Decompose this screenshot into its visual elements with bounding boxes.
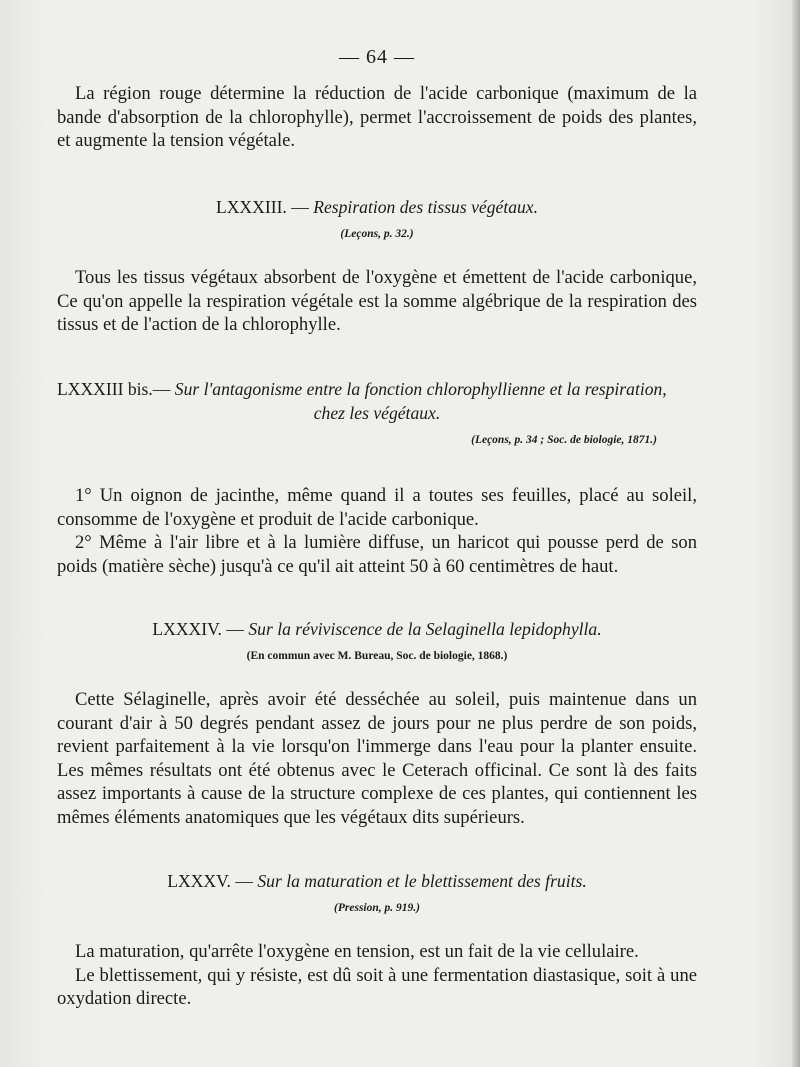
section-title: Sur l'antagonisme entre la fonction chlorophyllienne et la respiration, xyxy=(174,379,667,399)
section-title: Sur la maturation et le blettissement des fruits. xyxy=(257,871,587,891)
page-edge xyxy=(792,0,800,1067)
paragraph: Tous les tissus végétaux absorbent de l'oxygène et émettent de l'acide carbonique, Ce qu'on appelle la respiration végétale est la somme algébrique de la respiration des tissus et de l'action de la chlorophylle. xyxy=(57,267,697,335)
section-body-lxxxiii-bis xyxy=(57,484,697,578)
section-heading-lxxxiii-bis xyxy=(57,378,697,401)
section-heading-lxxxiii xyxy=(57,196,697,219)
intro-block xyxy=(57,82,697,153)
section-reference: (Pression, p. 919.) xyxy=(334,902,420,914)
paragraph: 1° Un oignon de jacinthe, même quand il a toutes ses feuilles, placé au soleil, consomme de l'oxygène et produit de l'acide carbonique. xyxy=(57,485,697,530)
paragraph: La région rouge détermine la réduction de l'acide carbonique (maximum de la bande d'absorption de la chlorophylle), permet l'accroissement de poids des plantes, et augmente la tension végétale. xyxy=(57,83,697,151)
section-body-lxxxiv xyxy=(57,688,697,829)
section-number: LXXXIII. — xyxy=(215,197,309,217)
section-number: LXXXV. — xyxy=(167,871,253,891)
page-number: — 64 — xyxy=(339,46,415,68)
section-title-line2: chez les végétaux. xyxy=(313,403,441,423)
section-heading-lxxxv xyxy=(57,870,697,893)
section-heading-lxxxiv xyxy=(57,618,697,641)
section-number: LXXXIV. — xyxy=(152,619,244,639)
section-number: LXXXIII bis.— xyxy=(57,379,171,399)
section-title: Sur la réviviscence de la Selaginella lepidophylla. xyxy=(248,619,602,639)
section-body-lxxxiii xyxy=(57,266,697,337)
paragraph: 2° Même à l'air libre et à la lumière diffuse, un haricot qui pousse perd de son poids (matière sèche) jusqu'à ce qu'il ait atteint 50 à 60 centimètres de haut. xyxy=(57,532,697,577)
section-title: Respiration des tissus végétaux. xyxy=(313,197,539,217)
paragraph: La maturation, qu'arrête l'oxygène en tension, est un fait de la vie cellulaire. xyxy=(75,941,639,962)
section-reference: (Leçons, p. 32.) xyxy=(340,228,414,240)
section-reference: (Leçons, p. 34 ; Soc. de biologie, 1871.) xyxy=(471,434,657,446)
paragraph: Cette Sélaginelle, après avoir été desséchée au soleil, puis maintenue dans un courant d'air à 50 degrés pendant assez de jours pour ne plus perdre de son poids, revient parfaitement à la vie lorsqu'on l'immerge dans l'eau pour la planter ensuite. Les mêmes résultats ont été obtenus avec le Ceterach officinal. Ce sont là des faits assez importants à cause de la structure complexe de ces plantes, qui contiennent les mêmes éléments anatomiques que les végétaux dits supérieurs. xyxy=(57,689,697,828)
paragraph: Le blettissement, qui y résiste, est dû soit à une fermentation diastasique, soit à une oxydation directe. xyxy=(57,964,697,1009)
section-body-lxxxv xyxy=(57,940,697,1011)
section-reference: (En commun avec M. Bureau, Soc. de biologie, 1868.) xyxy=(246,650,508,662)
